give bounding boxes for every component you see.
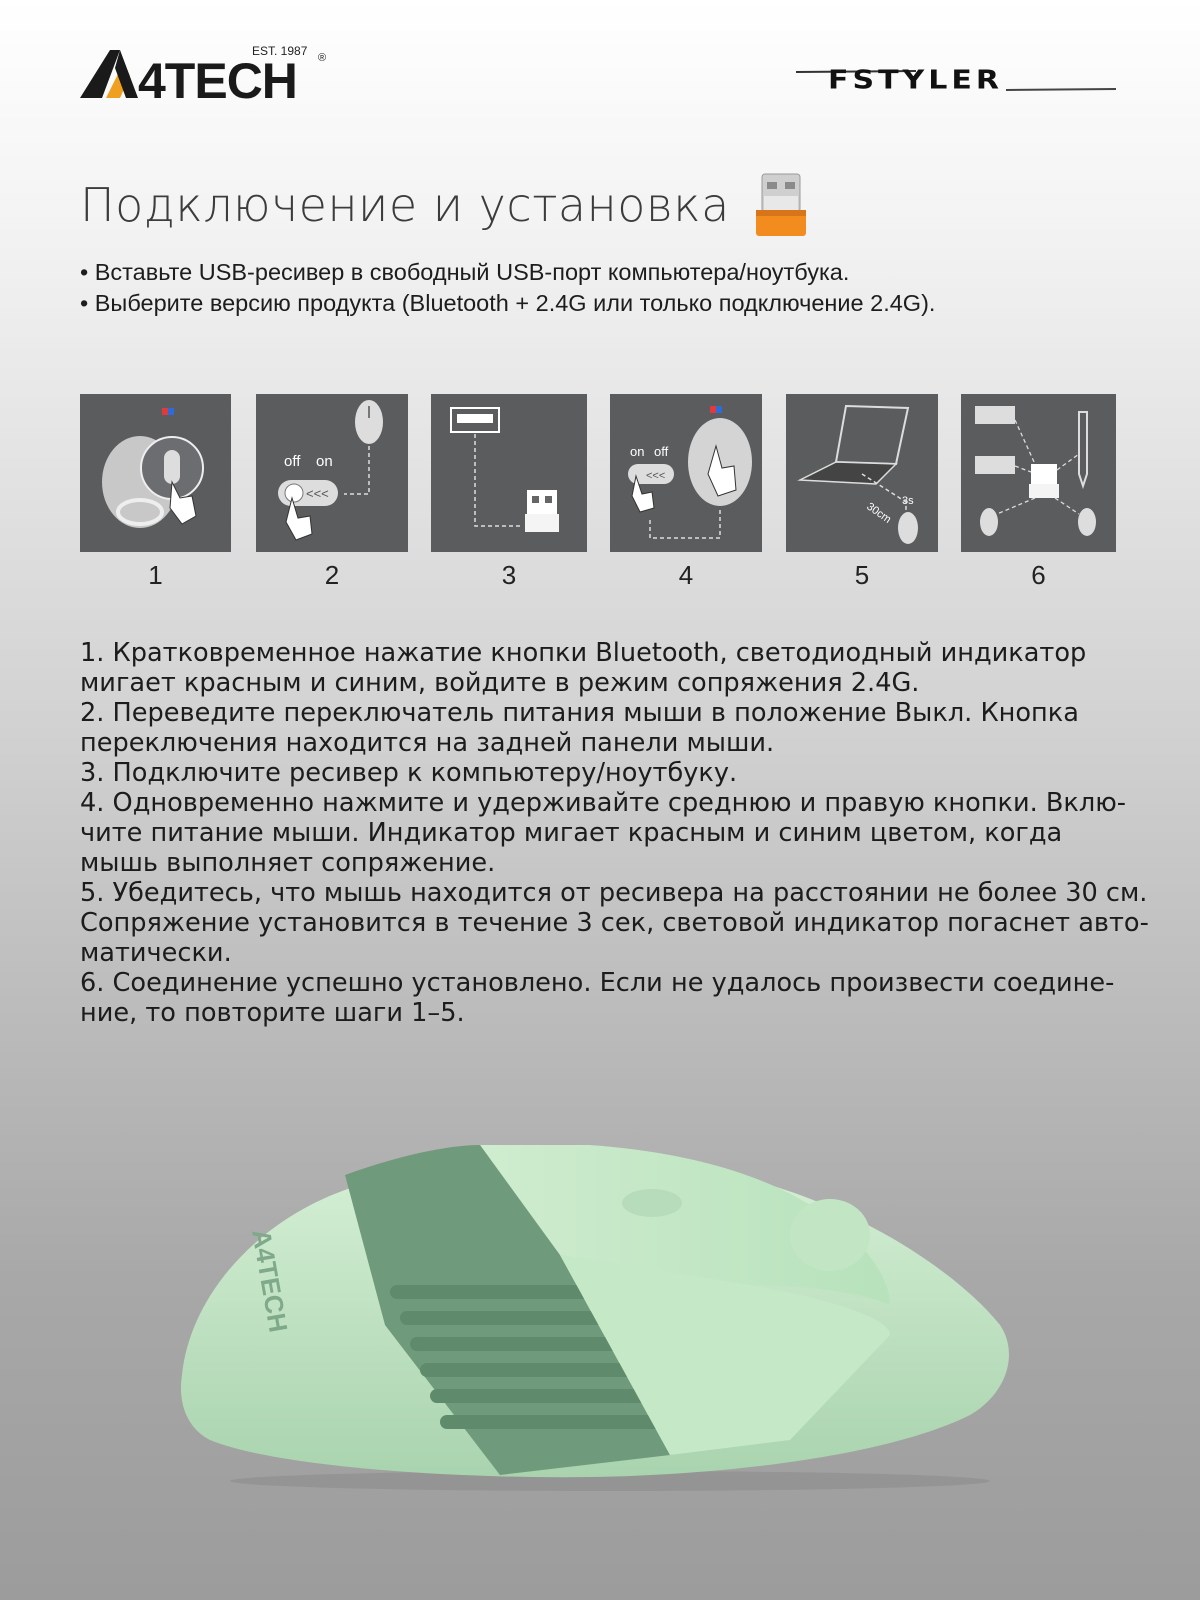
step-6-number: 6 <box>1031 560 1046 590</box>
usb-receiver-icon <box>754 172 808 238</box>
fstyler-logo <box>796 62 1116 98</box>
instruction-line: матически. <box>80 938 232 968</box>
step-3-number: 3 <box>501 560 517 590</box>
svg-text:4TECH: 4TECH <box>138 53 297 109</box>
mouse-brand-label: A4TECH <box>246 1226 294 1335</box>
hold-buttons-power-on-icon <box>610 394 762 552</box>
instructions <box>80 638 1149 1028</box>
instruction-line: 5. Убедитесь, что мышь находится от ресивера на расстоянии не более 30 см. <box>80 878 1148 908</box>
usb-port-receiver-icon <box>431 394 587 552</box>
svg-text:<<<: <<< <box>306 486 329 501</box>
product-mouse-image <box>170 1145 1030 1495</box>
intro-bullets <box>80 257 1140 319</box>
instruction-line: 1. Кратковременное нажатие кнопки Bluetooth, светодиодный индикатор <box>80 638 1087 668</box>
instruction-line: мигает красным и синим, войдите в режим сопряжения 2.4G. <box>80 668 920 698</box>
connected-devices-icon <box>961 394 1116 552</box>
bullet-insert-receiver: • Вставьте USB-ресивер в свободный USB-порт компьютера/ноутбука. <box>80 259 850 285</box>
step-5-time-label: 3s <box>902 495 914 507</box>
step-4-off-label: off <box>654 444 669 459</box>
steps-strip <box>80 394 1116 590</box>
instruction-line: 3. Подключите ресивер к компьютеру/ноутбуку. <box>80 758 738 788</box>
step-2-panel <box>256 394 408 552</box>
instruction-line: 6. Соединение успешно установлено. Если не удалось произвести соедине- <box>80 968 1115 998</box>
a4tech-logo <box>80 40 340 110</box>
instruction-line: ние, то повторите шаги 1–5. <box>80 998 465 1028</box>
step-5-number: 5 <box>854 560 870 590</box>
step-2-off-label: off <box>284 453 301 470</box>
step-2 <box>256 394 408 591</box>
step-2-number: 2 <box>324 560 340 590</box>
brand-est-label: EST. 1987 <box>252 44 308 58</box>
power-switch-off-icon <box>256 394 408 552</box>
step-1-panel <box>80 394 231 552</box>
brand-registered-mark: ® <box>318 52 327 64</box>
green-mouse-icon <box>170 1145 1030 1495</box>
instruction-line: 2. Переведите переключатель питания мыши в положение Выкл. Кнопка <box>80 698 1079 728</box>
step-4 <box>610 394 762 591</box>
instruction-line: мышь выполняет сопряжение. <box>80 848 496 878</box>
step-3 <box>431 394 587 591</box>
instruction-line: Сопряжение установится в течение 3 сек, световой индикатор погаснет авто- <box>80 908 1149 938</box>
step-1-number: 1 <box>148 560 163 590</box>
step-5 <box>786 394 938 591</box>
step-2-on-label: on <box>316 453 333 470</box>
step-4-number: 4 <box>678 560 694 590</box>
step-1 <box>80 394 231 591</box>
fstyler-wordmark-icon <box>796 62 1116 98</box>
instruction-line: 4. Одновременно нажмите и удерживайте среднюю и правую кнопки. Вклю- <box>80 788 1127 818</box>
step-5-distance-label: 30cm <box>864 500 894 526</box>
step-5-panel <box>786 394 938 552</box>
step-4-panel <box>610 394 762 552</box>
instruction-line: чите питание мыши. Индикатор мигает красным и синим цветом, когда <box>80 818 1063 848</box>
page-title: Подключение и установка <box>80 178 730 232</box>
svg-text:<<<: <<< <box>646 470 666 482</box>
instruction-line: переключения находится на задней панели мыши. <box>80 728 775 758</box>
laptop-distance-icon <box>786 394 938 552</box>
bullet-choose-version: • Выберите версию продукта (Bluetooth + 2.4G или только подключение 2.4G). <box>80 290 936 316</box>
svg-text:FSTYLER: FSTYLER <box>828 64 1003 95</box>
step-4-on-label: on <box>630 444 645 459</box>
step-3-panel <box>431 394 587 552</box>
step-6-panel <box>961 394 1116 552</box>
bluetooth-button-press-icon <box>80 394 231 552</box>
step-6 <box>961 394 1116 591</box>
